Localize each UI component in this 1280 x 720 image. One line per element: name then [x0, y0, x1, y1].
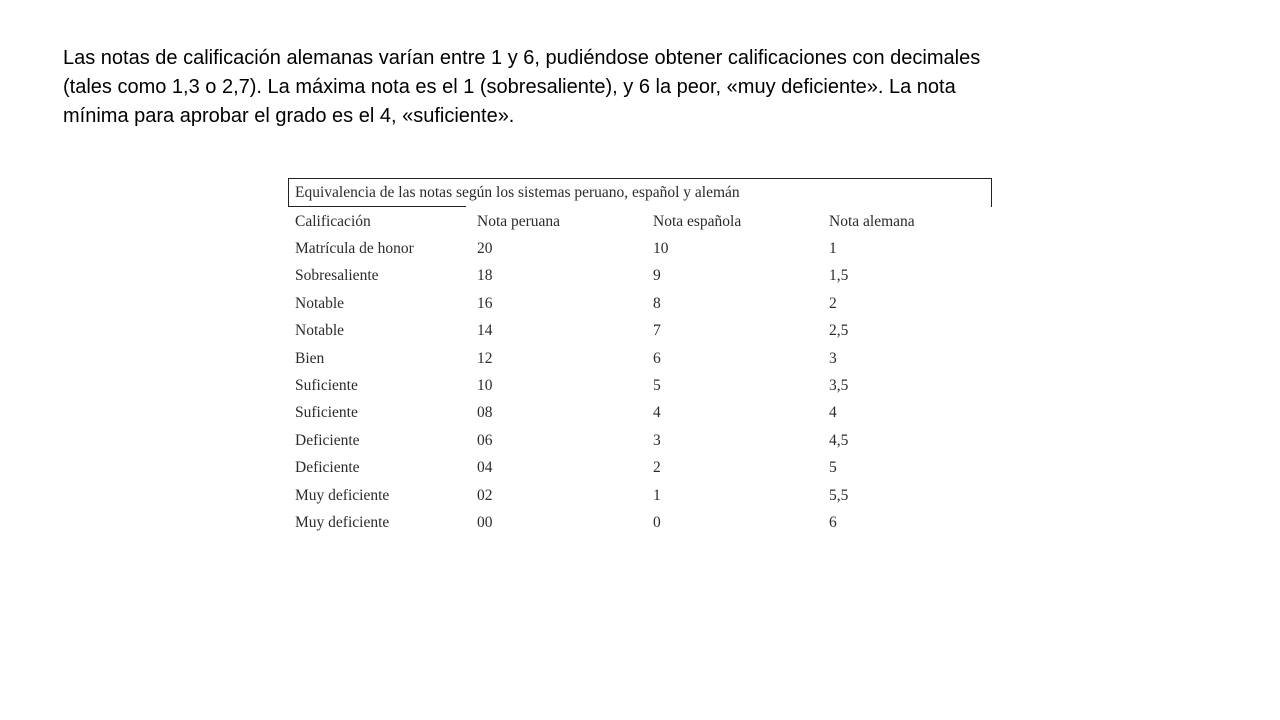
cell-nota-alemana: 2 — [829, 294, 837, 312]
table-row — [288, 509, 989, 536]
table-row — [288, 290, 989, 317]
cell-nota-espanola: 6 — [653, 349, 661, 367]
cell-nota-alemana: 2,5 — [829, 322, 849, 340]
header-nota-alemana: Nota alemana — [829, 212, 915, 230]
cell-nota-peruana: 06 — [477, 431, 493, 449]
cell-nota-espanola: 7 — [653, 322, 661, 340]
header-calificacion: Calificación — [295, 212, 371, 230]
cell-calificacion: Muy deficiente — [295, 486, 390, 504]
cell-nota-peruana: 04 — [477, 459, 493, 477]
header-nota-espanola: Nota española — [653, 212, 742, 230]
cell-nota-alemana: 4 — [829, 404, 837, 422]
cell-nota-alemana: 3,5 — [829, 377, 849, 395]
intro-paragraph: Las notas de calificación alemanas varían entre 1 y 6, pudiéndose obtener calificaciones con decimales (tales como 1,3 o 2,7). La máxima nota es el 1 (sobresaliente), y 6 la peor, «muy deficiente». La nota mínima para aprobar el grado es el 4, «suficiente». — [63, 47, 981, 127]
cell-nota-peruana: 10 — [477, 377, 493, 395]
cell-nota-espanola: 2 — [653, 459, 661, 477]
table-row — [288, 235, 989, 262]
cell-nota-alemana: 5,5 — [829, 486, 849, 504]
cell-nota-peruana: 02 — [477, 486, 493, 504]
cell-nota-espanola: 1 — [653, 486, 661, 504]
table-caption-bar — [288, 178, 992, 207]
cell-calificacion: Suficiente — [295, 377, 358, 395]
cell-calificacion: Deficiente — [295, 431, 360, 449]
cell-nota-espanola: 9 — [653, 267, 661, 285]
table-row — [288, 263, 989, 290]
table-row — [288, 427, 989, 454]
cell-nota-alemana: 1,5 — [829, 267, 849, 285]
cell-nota-espanola: 4 — [653, 404, 661, 422]
table-header-row — [288, 208, 989, 235]
cell-nota-espanola: 8 — [653, 294, 661, 312]
cell-calificacion: Notable — [295, 294, 345, 312]
cell-nota-peruana: 08 — [477, 404, 493, 422]
cell-calificacion: Suficiente — [295, 404, 358, 422]
cell-calificacion: Notable — [295, 322, 345, 340]
cell-nota-espanola: 3 — [653, 431, 661, 449]
table-row — [288, 372, 989, 399]
grade-equivalence-table-figure — [288, 178, 992, 538]
cell-calificacion: Deficiente — [295, 459, 360, 477]
table-row — [288, 318, 989, 345]
grade-equivalence-table — [288, 208, 989, 537]
cell-nota-alemana: 3 — [829, 349, 837, 367]
table-row — [288, 455, 989, 482]
cell-nota-alemana: 4,5 — [829, 431, 849, 449]
cell-nota-peruana: 12 — [477, 349, 493, 367]
cell-nota-peruana: 14 — [477, 322, 493, 340]
table-row — [288, 345, 989, 372]
table-row — [288, 482, 989, 509]
cell-nota-espanola: 5 — [653, 377, 661, 395]
cell-nota-espanola: 0 — [653, 513, 661, 531]
cell-nota-peruana: 18 — [477, 267, 493, 285]
header-nota-peruana: Nota peruana — [477, 212, 561, 230]
cell-nota-peruana: 00 — [477, 513, 493, 531]
cell-calificacion: Sobresaliente — [295, 267, 379, 285]
cell-calificacion: Matrícula de honor — [295, 240, 414, 258]
cell-nota-espanola: 10 — [653, 240, 669, 258]
cell-nota-alemana: 6 — [829, 513, 837, 531]
cell-nota-alemana: 5 — [829, 459, 837, 477]
cell-calificacion: Muy deficiente — [295, 513, 390, 531]
table-row — [288, 400, 989, 427]
caption-underline — [288, 206, 466, 207]
table-caption: Equivalencia de las notas según los sistemas peruano, español y alemán — [295, 184, 740, 201]
cell-nota-peruana: 20 — [477, 240, 493, 258]
cell-nota-alemana: 1 — [829, 240, 837, 258]
cell-nota-peruana: 16 — [477, 294, 493, 312]
cell-calificacion: Bien — [295, 349, 325, 367]
